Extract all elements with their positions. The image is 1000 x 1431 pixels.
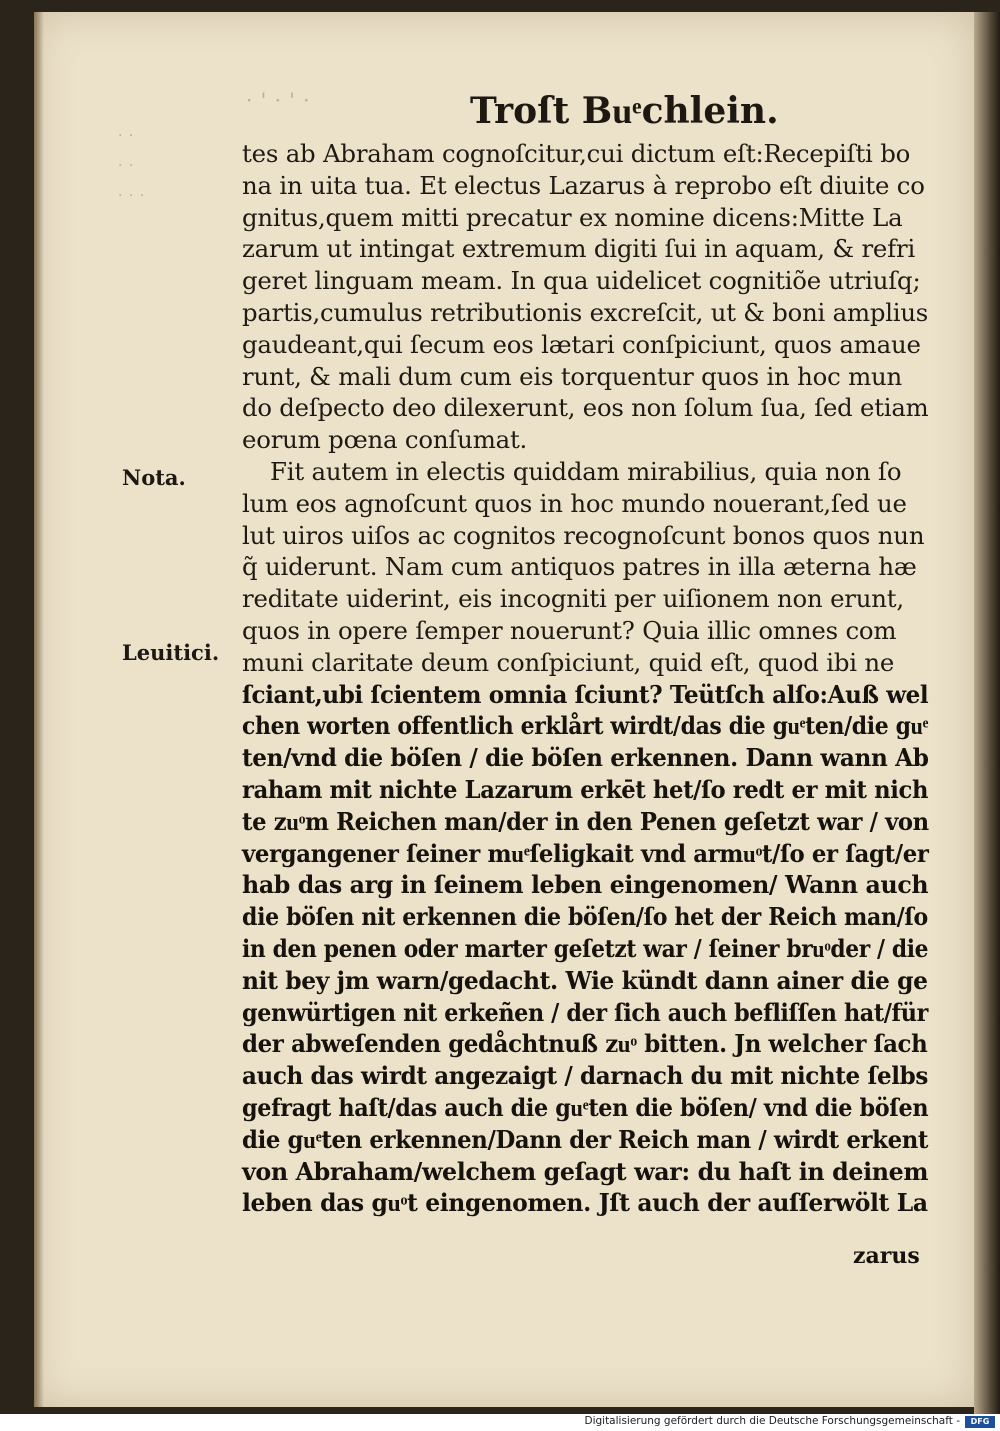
text-line: partis,cumulus retributionis excreſcit, ut & boni amplius (242, 298, 929, 327)
text-line: q̃ uiderunt. Nam cum antiquos patres in illa æterna hæ (242, 552, 917, 582)
text-line: nit bey jm warn/gedacht. Wie kündt dann ainer die ge (242, 965, 928, 995)
text-line: runt, & mali dum cum eis torquentur quos in hoc mun (242, 361, 903, 391)
text-line: do deſpecto deo dilexerunt, eos non ſolum ſua, ſed etiam (242, 393, 929, 423)
text-line: die guͤten erkennen/Dann der Reich man / wirdt erkent (242, 1124, 929, 1154)
text-line: von Abraham/welchem geſagt war: du haſt in deinem (242, 1156, 929, 1186)
text-line: tes ab Abraham cognoſcitur,cui dictum eſt:Recepiſti bo (242, 139, 911, 168)
faint-margin-mark: · · (118, 128, 135, 144)
text-line: eorum pœna conſumat. (242, 425, 528, 455)
text-line: muni claritate deum conſpiciunt, quid eſt, quod ibi ne (242, 647, 895, 677)
text-line: gaudeant,qui ſecum eos lætari conſpiciunt, quos amaue (242, 329, 921, 359)
text-line: auch das wirdt angezaigt / darnach du mit nichte ſelbs (242, 1061, 928, 1091)
text-line: Fit autem in electis quiddam mirabilius, quia non ſo (270, 457, 902, 486)
faint-margin-mark: · · (118, 158, 135, 174)
page-edge (974, 12, 1000, 1414)
text-line: chen worten offentlich erklårt wirdt/das die guͤten/die guͤ (242, 711, 929, 741)
margin-note-nota: Nota. (122, 465, 186, 490)
text-line: vergangener ſeiner muͤſeligkait vnd armuͦt/ſo er ſagt/er (242, 838, 929, 868)
catchword: zarus (853, 1243, 920, 1269)
faint-bleed-through-mark: · ' · ' · (246, 88, 311, 112)
text-line: raham mit nichte Lazarum erkēt het/ſo redt er mit nich (242, 775, 929, 804)
text-line: die böſen nit erkennen die böſen/ſo het der Reich man/ſo (242, 902, 928, 932)
dfg-logo: DFG (965, 1416, 995, 1428)
page-gutter-shadow (34, 12, 44, 1407)
text-line: gnitus,quem mitti precatur ex nomine dicens:Mitte La (242, 202, 903, 232)
text-line: zarum ut intingat extremum digiti ſui in aquam, & refri (242, 234, 916, 264)
text-line: te zuͦm Reichen man/der in den Penen geſetzt war / von (242, 806, 929, 836)
text-line: genwürtigen nit erkeñen / der ſich auch befliſſen hat/für (242, 997, 928, 1027)
text-line: leben das guͦt eingenomen. Jſt auch der auſſerwölt La (242, 1188, 928, 1218)
footer-bar (0, 1414, 1000, 1431)
text-line: in den penen oder marter geſetzt war / ſeiner bruͦder / die (242, 934, 929, 963)
text-line: quos in opere ſemper nouerunt? Quia illic omnes com (242, 616, 897, 645)
text-line: reditate uiderint, eis incogniti per uiſionem non erunt, (242, 584, 904, 614)
margin-note-leuitici: Leuitici. (122, 640, 220, 665)
text-line: ten/vnd die böſen / die böſen erkennen. Dann wann Ab (242, 743, 929, 773)
text-line: na in uita tua. Et electus Lazarus à reprobo eſt diuite co (242, 170, 925, 200)
funding-credit: Digitalisierung gefördert durch die Deutsche Forschungsgemeinschaft - (584, 1415, 960, 1427)
text-line: hab das arg in ſeinem leben eingenomen/ Wann auch (242, 870, 929, 900)
text-line: ſciant,ubi ſcientem omnia ſciunt? Teütſch alſo:Auß wel (242, 679, 929, 709)
running-header-title: Troſt Buͤchlein. (470, 90, 779, 132)
text-line: geret linguam meam. In qua uidelicet cognitiõe utriuſq; (242, 266, 921, 296)
faint-margin-mark: · · · (118, 188, 146, 204)
text-line: lum eos agnoſcunt quos in hoc mundo nouerant,ſed ue (242, 488, 907, 518)
text-line: lut uiros uiſos ac cognitos recognoſcunt bonos quos nun (242, 520, 925, 550)
text-line: gefragt haſt/das auch die guͤten die böſen/ vnd die böſen (242, 1093, 929, 1122)
text-line: der abweſenden gedåchtnuß zuͦ bitten. Jn welcher ſach (242, 1029, 928, 1059)
